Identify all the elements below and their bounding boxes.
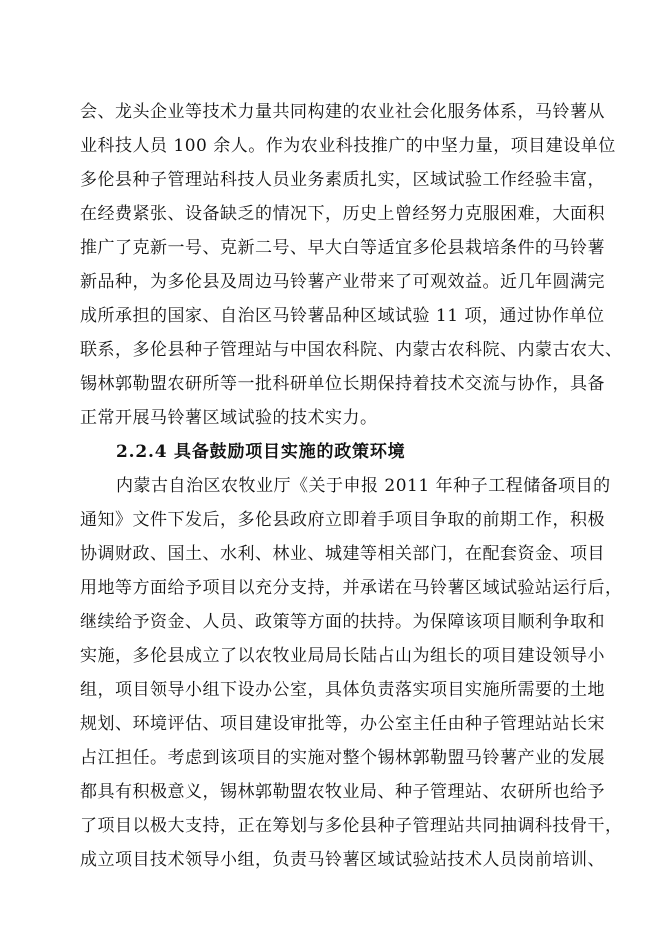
paragraph-line: 协调财政、国土、水利、林业、城建等相关部门，在配套资金、项目 (80, 544, 605, 564)
paragraph-line: 用地等方面给予项目以充分支持，并承诺在马铃薯区域试验站运行后， (80, 578, 623, 598)
paragraph-line: 通知》文件下发后，多伦县政府立即着手项目争取的前期工作，积极 (80, 510, 605, 530)
section-heading: 2.2.4 具备鼓励项目实施的政策环境 (116, 442, 406, 462)
paragraph-line: 会、龙头企业等技术力量共同构建的农业社会化服务体系，马铃薯从 (80, 102, 605, 122)
paragraph-line: 在经费紧张、设备缺乏的情况下，历史上曾经努力克服困难，大面积 (80, 204, 605, 224)
paragraph-line: 锡林郭勒盟农研所等一批科研单位长期保持着技术交流与协作，具备 (80, 374, 605, 394)
paragraph-line: 占江担任。考虑到该项目的实施对整个锡林郭勒盟马铃薯产业的发展 (80, 748, 605, 768)
paragraph-line: 了项目以极大支持，正在筹划与多伦县种子管理站共同抽调科技骨干， (80, 816, 623, 836)
paragraph-line: 继续给予资金、人员、政策等方面的扶持。为保障该项目顺利争取和 (80, 612, 605, 632)
paragraph-line: 业科技人员 100 余人。作为农业科技推广的中坚力量，项目建设单位 (80, 136, 616, 156)
paragraph-line: 实施，多伦县成立了以农牧业局局长陆占山为组长的项目建设领导小 (80, 646, 605, 666)
paragraph-line: 都具有积极意义，锡林郭勒盟农牧业局、种子管理站、农研所也给予 (80, 782, 605, 802)
paragraph-line: 多伦县种子管理站科技人员业务素质扎实，区域试验工作经验丰富， (80, 170, 605, 190)
paragraph-line: 内蒙古自治区农牧业厅《关于申报 2011 年种子工程储备项目的 (116, 476, 611, 496)
paragraph-line: 推广了克新一号、克新二号、早大白等适宜多伦县栽培条件的马铃薯 (80, 238, 605, 258)
paragraph-line: 新品种，为多伦县及周边马铃薯产业带来了可观效益。近几年圆满完 (80, 272, 605, 292)
paragraph-line: 联系，多伦县种子管理站与中国农科院、内蒙古农科院、内蒙古农大、 (80, 340, 623, 360)
paragraph-line: 组，项目领导小组下设办公室，具体负责落实项目实施所需要的土地 (80, 680, 605, 700)
paragraph-line: 正常开展马铃薯区域试验的技术实力。 (80, 408, 378, 428)
paragraph-line: 成所承担的国家、自治区马铃薯品种区域试验 11 项，通过协作单位 (80, 306, 605, 326)
paragraph-line: 规划、环境评估、项目建设审批等，办公室主任由种子管理站站长宋 (80, 714, 605, 734)
paragraph-line: 成立项目技术领导小组，负责马铃薯区域试验站技术人员岗前培训、 (80, 850, 605, 870)
